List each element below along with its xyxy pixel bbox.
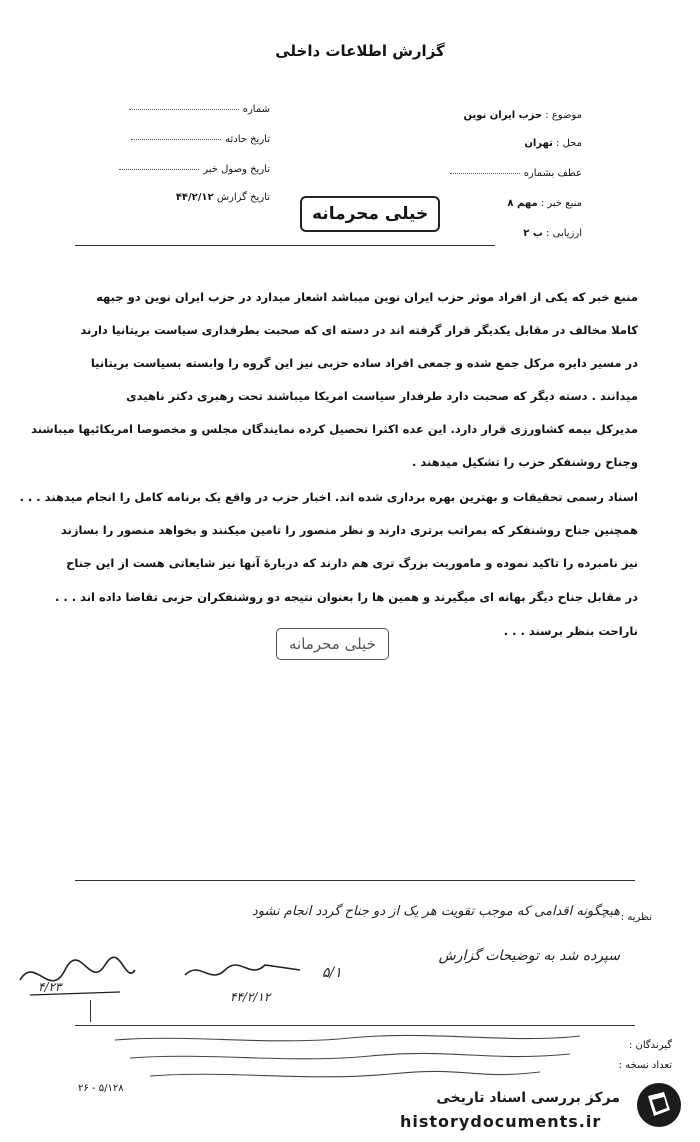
body-line: اسناد رسمی تحقیقات و بهترین بهره برداری شده اند. اخبار حزب در واقع یک برنامه کامل را انجام میدهند . . . [19,490,638,504]
notes-label: نظریه : [620,912,652,923]
header-evaluation: ارزیابی : ب ۲ [523,228,582,239]
header-number: شماره [125,104,270,115]
header-report-date: تاریخ گزارش ۴۴/۲/۱۲ [175,192,270,203]
handwritten-note: سپرده شد به توضیحات گزارش [438,948,620,964]
recipients-label: گیرندگان : [628,1040,672,1051]
header-location: محل : تهران [524,138,582,149]
recipients-divider [75,1025,635,1026]
notes-divider [75,880,635,881]
copies-label: تعداد نسخه : [618,1060,672,1071]
handwritten-date-left: ۴/۲۳ [38,980,62,994]
document-code: ۲۶ - ۵/۱۲۸ [78,1083,124,1094]
body-line: میدانند . دسته دیگر که صحبت دارد طرفدار سیاست امریکا میباشند تحت رهبری دکتر ناهیدی [126,389,638,403]
signature-scribble [180,950,310,990]
body-line: کاملا مخالف در مقابل یکدیگر قرار گرفته اند در دسته ای که صحبت بطرفداری سیاست بریتانیا دارند [80,323,638,337]
body-line: نیز نامبرده را تاکید نموده و ماموریت بزرگ تری هم دارند که دربارهٔ آنها نیز شایعاتی هست از این جناح [66,556,638,570]
header-divider [75,245,495,246]
header-source: منبع خبر : مهم ۸ [507,198,582,209]
handwritten-date: ۴۴/۲/۱۲ [230,990,271,1004]
header-ref: عطف بشماره [446,168,582,179]
signature-scribble [10,950,140,1010]
body-line: منبع خبر که یکی از افراد موثر حزب ایران نوین میباشد اشعار میدارد در حزب ایران نوین دو جبهه [96,290,638,304]
handwritten-number: ۵/۱ [322,965,342,981]
report-title: گزارش اطلاعات داخلی [275,42,445,60]
watermark-url: historydocuments.ir [400,1112,602,1131]
body-line: همچنین جناح روشنفکر که بمراتب برتری دارند و نظر منصور را تامین میکنند و بخواهد منصور را بسازند [60,523,638,537]
watermark-title: مرکز بررسی اسناد تاریخی [436,1090,620,1106]
handwritten-scribbles [110,1030,590,1090]
classification-stamp: خیلی محرمانه [300,196,440,232]
header-subject: موضوع : حزب ایران نوین [463,110,582,121]
margin-mark [90,1000,94,1022]
archive-logo-icon [634,1080,684,1130]
body-line: ناراحت بنظر برسند . . . [503,624,638,638]
header-event-date: تاریخ حادثه [127,134,270,145]
handwritten-note: هیچگونه اقدامی که موجب تقویت هر یک از دو جناح گردد انجام نشود [251,904,620,919]
body-line: مدیرکل بیمه کشاورزی قرار دارد. این عده اکثرا تحصیل کرده نمایندگان مجلس و مخصوصا امریکائیها میباشند [31,422,638,436]
body-line: در مقابل جناح دیگر بهانه ای میگیرند و همین ها را بعنوان نتیجه دو روشنفکران حزبی تقاضا داده اند . . . [54,590,638,604]
body-line: وجناح روشنفکر حزب را تشکیل میدهند . [411,455,638,469]
header-receipt-date: تاریخ وصول خبر [115,164,270,175]
classification-stamp-bottom: خیلی محرمانه [276,628,389,660]
body-line: در مسیر دایره مرکل جمع شده و جمعی افراد ساده حزبی نیز این گروه را وابسته بسیاست بریتانیا [90,356,638,370]
